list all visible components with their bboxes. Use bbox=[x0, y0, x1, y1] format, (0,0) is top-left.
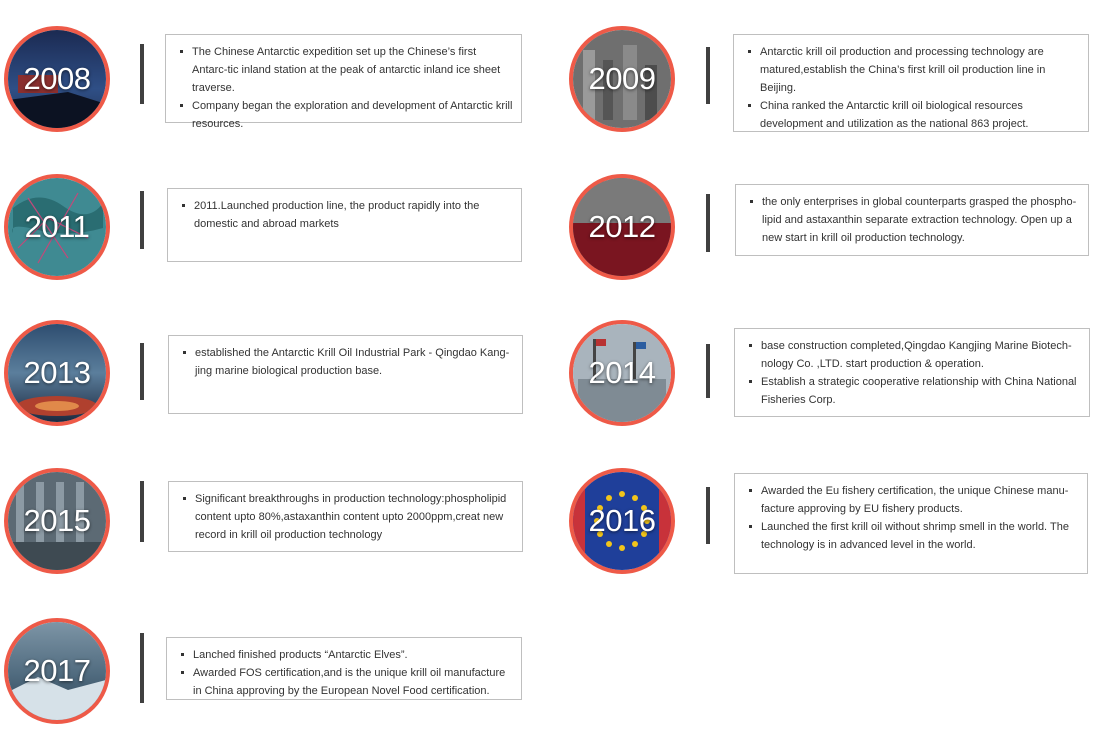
milestone-list bbox=[181, 490, 514, 544]
year-badge-2014 bbox=[569, 320, 675, 426]
year-badge-2017 bbox=[4, 618, 110, 724]
divider-bar bbox=[706, 487, 710, 544]
milestone-list bbox=[747, 482, 1079, 554]
year-label: 2015 bbox=[23, 503, 91, 538]
milestone-list bbox=[181, 344, 514, 380]
list-item: established the Antarctic Krill Oil Industrial Park - Qingdao Kang-jing marine biological production base. bbox=[181, 344, 514, 380]
year-label: 2008 bbox=[23, 61, 91, 96]
year-badge-2011 bbox=[4, 174, 110, 280]
milestone-box bbox=[733, 34, 1089, 132]
divider-bar bbox=[706, 344, 710, 398]
list-item: Significant breakthroughs in production technology:phospholipid content upto 80%,astaxanthin content upto 2000ppm,creat new record in krill oil production technology bbox=[181, 490, 514, 544]
year-badge-2016 bbox=[569, 468, 675, 574]
list-item: the only enterprises in global counterparts grasped the phospho-lipid and astaxanthin separate extraction technology. Open up a new start in krill oil production technology. bbox=[748, 193, 1080, 247]
year-label: 2013 bbox=[23, 355, 91, 390]
list-item: Company began the exploration and development of Antarctic krill resources. bbox=[178, 97, 513, 133]
year-badge-2012 bbox=[569, 174, 675, 280]
milestone-box bbox=[167, 188, 522, 262]
list-item: Establish a strategic cooperative relationship with China National Fisheries Corp. bbox=[747, 373, 1081, 409]
list-item: Launched the first krill oil without shrimp smell in the world. The technology is in advanced level in the world. bbox=[747, 518, 1079, 554]
list-item: The Chinese Antarctic expedition set up the Chinese’s first Antarc-tic inland station at the peak of antarctic inland ice sheet traverse. bbox=[178, 43, 513, 97]
year-badge-2015 bbox=[4, 468, 110, 574]
list-item: base construction completed,Qingdao Kangjing Marine Biotech-nology Co. ,LTD. start production & operation. bbox=[747, 337, 1081, 373]
list-item: Awarded FOS certification,and is the unique krill oil manufacture in China approving by the European Novel Food certification. bbox=[179, 664, 513, 700]
list-item: Awarded the Eu fishery certification, the unique Chinese manu-facture approving by EU fishery products. bbox=[747, 482, 1079, 518]
year-label: 2012 bbox=[588, 209, 656, 244]
milestone-list bbox=[178, 43, 513, 133]
milestone-box bbox=[735, 184, 1089, 256]
year-badge-2013 bbox=[4, 320, 110, 426]
year-label: 2016 bbox=[588, 503, 656, 538]
milestone-box bbox=[168, 481, 523, 552]
year-label: 2011 bbox=[24, 209, 90, 244]
divider-bar bbox=[140, 191, 144, 249]
year-label: 2014 bbox=[588, 355, 656, 390]
list-item: China ranked the Antarctic krill oil biological resources development and utilization as the national 863 project. bbox=[746, 97, 1080, 133]
milestone-list bbox=[746, 43, 1080, 133]
year-badge-2008 bbox=[4, 26, 110, 132]
divider-bar bbox=[140, 44, 144, 104]
year-label: 2009 bbox=[588, 61, 656, 96]
milestone-list bbox=[179, 646, 513, 700]
year-label: 2017 bbox=[23, 653, 91, 688]
divider-bar bbox=[140, 633, 144, 703]
divider-bar bbox=[140, 343, 144, 400]
milestone-list bbox=[748, 193, 1080, 247]
milestone-list bbox=[747, 337, 1081, 409]
milestone-box bbox=[166, 637, 522, 700]
list-item: Lanched finished products “Antarctic Elves”. bbox=[179, 646, 513, 664]
milestone-list bbox=[180, 197, 513, 233]
year-badge-2009 bbox=[569, 26, 675, 132]
divider-bar bbox=[706, 47, 710, 104]
list-item: Antarctic krill oil production and processing technology are matured,establish the China’s first krill oil production line in Beijing. bbox=[746, 43, 1080, 97]
milestone-box bbox=[165, 34, 522, 130]
milestone-box bbox=[168, 335, 523, 414]
milestone-box bbox=[734, 473, 1088, 574]
divider-bar bbox=[706, 194, 710, 252]
divider-bar bbox=[140, 481, 144, 542]
list-item: 2011.Launched production line, the product rapidly into the domestic and abroad markets bbox=[180, 197, 513, 233]
milestone-box bbox=[734, 328, 1090, 417]
